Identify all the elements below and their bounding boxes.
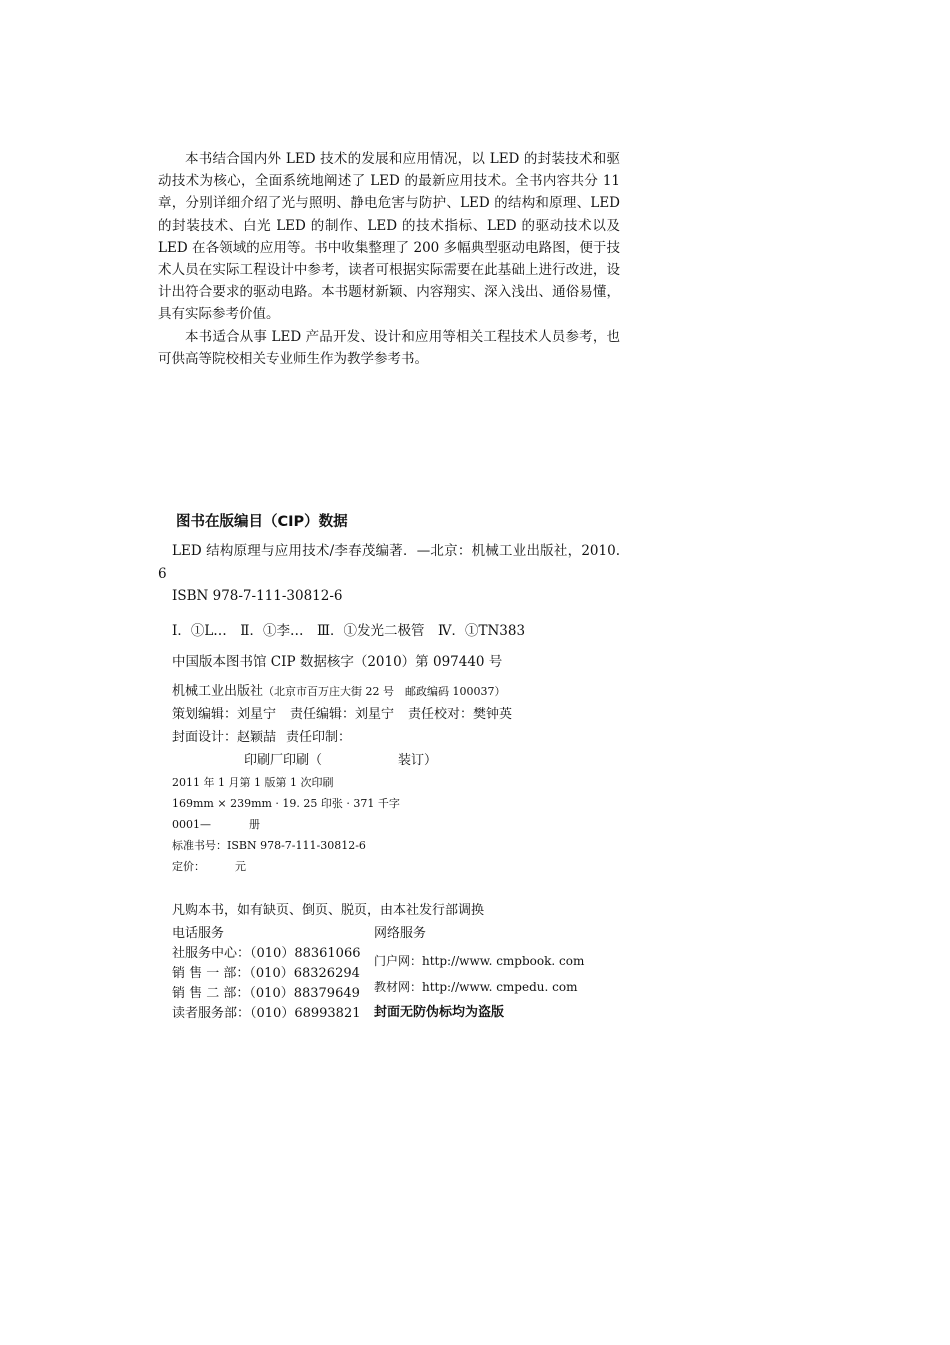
phone-line: 销 售 一 部：（010）68326294 [172,966,360,981]
network-service [374,924,584,1024]
colophon [172,680,612,877]
anti-counterfeit-notice: 封面无防伪标均为盗版 [374,1005,505,1020]
price-row [172,856,612,877]
network-heading: 网络服务 [374,926,427,941]
phone-line: 读者服务部：（010）68993821 [172,1006,361,1021]
binding: 装订） [398,753,438,768]
price-label: 定价： [172,860,205,873]
publisher-name: 机械工业出版社 [172,684,264,699]
textbook-website: 教材网：http://www. cmpedu. com [374,980,578,994]
editors-row [172,703,612,726]
print-run-unit: 册 [249,818,260,831]
responsible-editor: 责任编辑：刘星宁 [290,707,395,722]
print-run: 0001— [172,818,211,831]
cip-isbn: ISBN 978-7-111-30812-6 [172,588,343,604]
printer-row [172,749,612,772]
cip-main-entry: LED 结构原理与应用技术/李春茂编著．—北京：机械工业出版社，2010. 6 [158,543,620,582]
design-row [172,726,612,749]
proofreader: 责任校对：樊钟英 [408,707,513,722]
book-format: 169mm × 239mm · 19. 25 印张 · 371 千字 [172,797,400,810]
service-info [172,900,612,1024]
service-columns [172,924,612,1024]
publisher-address: （北京市百万庄大街 22 号 邮政编码 100037） [263,685,506,698]
phone-service [172,924,374,1024]
cover-design: 封面设计：赵颖喆 [172,730,277,745]
phone-line: 社服务中心：（010）88361066 [172,946,361,961]
cip-library-number: 中国版本图书馆 CIP 数据核字（2010）第 097440 号 [172,654,503,670]
standard-book-number: 标准书号：ISBN 978-7-111-30812-6 [172,839,366,852]
phone-line: 销 售 二 部：（010）88379649 [172,986,360,1001]
abstract-paragraph-1: 本书结合国内外 LED 技术的发展和应用情况，以 LED 的封装技术和驱动技术为核心，全面系统地阐述了 LED 的最新应用技术。全书内容共分 11 章，分别详细介绍了光与照明、静电危害与防护、LED 的结构和原理、LED 的封装技术、白光 LED 的制作、LED 的技术指标、LED 的驱动技术以及 LED 在各领域的应用等。书中收集整理了 200 多幅典型驱动电路图，便于技术人员在实际工程设计中参考，读者可根据实际需要在此基础上进行改进，设计出符合要求的驱动电路。本书题材新颖、内容翔实、深入浅出、通俗易懂，具有实际参考价值。 [158,151,620,323]
phone-heading: 电话服务 [172,926,225,941]
printer: 印刷厂印刷（ [244,753,323,768]
abstract-paragraph-2: 本书适合从事 LED 产品开发、设计和应用等相关工程技术人员参考，也可供高等院校相关专业师生作为教学参考书。 [158,328,620,367]
print-run-row [172,814,612,835]
return-notice: 凡购本书，如有缺页、倒页、脱页，由本社发行部调换 [172,903,485,918]
print-supervisor: 责任印制： [286,730,352,745]
book-abstract [158,148,620,370]
cip-title: 图书在版编目（CIP）数据 [176,514,348,530]
edition: 2011 年 1 月第 1 版第 1 次印刷 [172,776,334,789]
price-unit: 元 [235,860,246,873]
planning-editor: 策划编辑：刘星宁 [172,707,277,722]
portal-website: 门户网：http://www. cmpbook. com [374,954,585,968]
publisher-row [172,680,612,703]
cip-classification: Ⅰ．①L… Ⅱ．①李… Ⅲ．①发光二极管 Ⅳ．①TN383 [172,623,526,639]
